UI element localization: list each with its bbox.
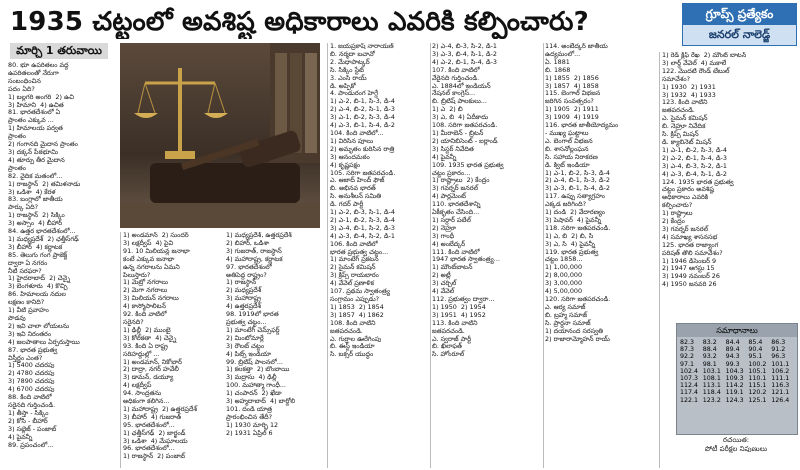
page-headline: 1935 చట్టంలో అవశిష్ట అధికారాలు ఎవరికి కల్పించారు? bbox=[10, 7, 589, 37]
answer-item: 96.3 bbox=[771, 353, 786, 361]
column-divider bbox=[659, 52, 660, 468]
brand-subtitle: జనరల్ నాలెడ్జ్ bbox=[682, 25, 797, 46]
answer-item: 121.1 bbox=[771, 389, 790, 397]
answer-item: 101.1 bbox=[771, 360, 790, 368]
answer-item: 111.1 bbox=[771, 375, 790, 383]
question-column-5: 2) ఎ-4, బి-3, సి-2, డి-1 3) ఎ-3, బి-4, సి-1, డి-2 4) ఎ-2, బి-1, సి-4, డి-3 107. కింది వాటిలో వేరైనది గుర్తించండి. ఎ. 1884లో ఇండియన్ నేషనల్ కాంగ్రెస్... బి. బ్రిటిష్ పాలకులు... 1) ఎ 2) బి 3) ఎ, బి 4) ఏదీకాదు 108. సరిగా జతపరచండి. 1) మీరాబెన్ - బ్రిటన్ 2) యానిబిసెంట్ - ఐర్లాండ్ 3) సిస్టర్ నివేదిత 4) పైవన్నీ 109. 1935 భారత ప్రభుత్వ చట్టం ప్రకారం... 1) రాష్ట్రాలు 2) కేంద్రం 3) గవర్నర్ జనరల్ 4) పార్లమెంట్ 110. భారతదేశాన్ని ఏకీకృతం చేసింది... 1) సర్దార్ పటేల్ 2) నెహ్రూ 3) గాంధీ 4) అంబేద్కర్ 111. కింది వాటిలో 1947 భారత స్వాతంత్ర్య... 1) మౌంట్‌బాటన్ 2) అట్లీ 3) చర్చిల్ 4) వేవెల్ 112. ప్రభుత్వం ద్వారా... 1) 1950 2) 1954 3) 1951 4) 1952 113. కింది వాటిని జతపరచండి. ఎ. స్వరాజ్ పార్టీ బి. ఖిలాఫత్ సి. హోంరూల్ bbox=[432, 43, 504, 359]
answer-item: 107.3 bbox=[680, 375, 699, 383]
answer-item: 103.1 bbox=[702, 367, 721, 375]
answer-item: 89.4 bbox=[725, 346, 740, 354]
answer-item: 110.1 bbox=[748, 375, 767, 383]
question-column-7: 1) రెడ్ క్లిఫ్ రేఖ 2) మౌంట్ బాటన్ 3) లార్డ్ వేవెల్ 4) మకాలే 122. మొదటి రౌండ్ టేబుల్ సమావేశం? 1) 1930 2) 1931 3) 1932 4) 1933 123. కింది వాటిని జతపరచండి. ఎ. సైమన్ కమిషన్ బి. నెహ్రూ నివేదిక సి. క్రిప్స్ మిషన్ డి. క్యాబినెట్ మిషన్ 1) ఎ-1, బి-2, సి-3, డి-4 2) ఎ-2, బి-1, సి-4, డి-3 3) ఎ-4, బి-3, సి-2, డి-1 4) ఎ-3, బి-4, సి-1, డి-2 124. 1935 భారత ప్రభుత్వ చట్టం ప్రకారం అవశిష్ట అధికారాలు ఎవరికి కల్పించారు? 1) రాష్ట్రాలు 2) కేంద్రం 3) గవర్నర్ జనరల్ 4) సమాఖ్య శాసనసభ 125. భారత రాజ్యాంగ పరిషత్ తొలి సమావేశం? 1) 1946 డిసెంబర్ 9 2) 1947 ఆగస్టు 15 3) 1949 నవంబర్ 26 4) 1950 జనవరి 26 bbox=[662, 52, 747, 289]
answer-item: 114.2 bbox=[725, 382, 744, 390]
column-divider bbox=[543, 43, 544, 468]
answer-item: 99.3 bbox=[725, 360, 740, 368]
answer-item: 126.4 bbox=[771, 396, 790, 404]
column-divider bbox=[120, 232, 121, 468]
answer-item: 104.3 bbox=[725, 367, 744, 375]
credit-line-1: రచయిత: bbox=[722, 436, 750, 444]
answer-item: 95.1 bbox=[748, 353, 763, 361]
question-column-4: 1. జయప్రకాష్ నారాయణ్ బి. నర్మదా బచావో 2. మేధాపాట్కర్ సి. సిక్కిం స్టేట్ 3. ఎంసి రాయ్ డి. అప్పికో 4. పాండురంగ హెగ్డే 1) ఎ-2, బి-1, సి-3, డి-4 2) ఎ-4, బి-2, సి-1, డి-3 3) ఎ-1, బి-2, సి-3, డి-4 4) ఎ-3, బి-1, సి-4, డి-2 104. కింది వాటిలో... 1) విరిసిన పూలు 2) అమృతం కురిసిన రాత్రి 3) ఆనందమఠం 4) కృష్ణపక్షం 105. సరిగా జతపరచండి. ఎ. ఆజాద్ హింద్ ఫౌజ్ బి. అభినవ భారత్ సి. అనుశీలన్ సమితి డి. గదర్ పార్టీ 1) ఎ-2, బి-3, సి-1, డి-4 2) ఎ-1, బి-2, సి-3, డి-4 3) ఎ-4, బి-1, సి-2, డి-3 4) ఎ-3, బి-4, సి-2, డి-1 106. కింది వాటిలో భారత ప్రభుత్వ చట్టం... 1) మాంటేగ్ ప్రకటన 2) సైమన్ కమిషన్ 3) క్రిప్స్ రాయబారం 4) వేవెల్ ప్రణాళిక 107. ప్రథమ స్వాతంత్ర్య సంగ్రామం ఎప్పుడు? 1) 1853 2) 1854 3) 1857 4) 1862 108. కింది వాటిని జతపరచండి. ఎ. గుర్రాల ఊరేగింపు బి. ఈస్ట్ ఇండియా సి. బక్సర్ యుద్ధం bbox=[330, 43, 396, 359]
answer-item: 120.2 bbox=[748, 389, 767, 397]
answer-item: 83.2 bbox=[702, 339, 717, 346]
section-brand-box bbox=[682, 3, 797, 47]
scales-gavel-photo bbox=[120, 43, 320, 228]
credit-line-2: పోటీ పరీక్షల నిపుణులు bbox=[704, 445, 768, 453]
answer-item: 92.2 bbox=[680, 353, 695, 361]
answer-key-grid bbox=[677, 337, 797, 406]
answer-item: 98.1 bbox=[702, 360, 717, 368]
answer-item: 84.4 bbox=[725, 339, 740, 346]
answer-item: 118.4 bbox=[702, 389, 721, 397]
answer-item: 82.3 bbox=[680, 339, 695, 346]
answer-item: 86.3 bbox=[771, 339, 786, 346]
column-divider bbox=[430, 43, 431, 468]
continuation-label: మార్చి 1 తరువాయి bbox=[10, 43, 108, 59]
answer-item: 94.3 bbox=[725, 353, 740, 361]
answer-item: 116.3 bbox=[771, 382, 790, 390]
question-column-1: 80. భూ ఉపరితలం వద్ద ఉపరితలంతో నేరుగా సంబంధించిన పదం ఏది? 1) బల్లగరి అంగరి 2) ఉచి 3) హిమాని 4) ఉచిత 81. భారతదేశంలో ఏ ప్రాంతం ఎక్కువ ... 1) హిమాలయ పర్వత ప్రాంతం 2) గంగానది మైదాన ప్రాంతం 3) దక్కన్ పీఠభూమి 4) తూర్పు తీర మైదాన ప్రాంతం 82. వైదిక మతంలో... 1) రాజస్థాన్ 2) తమిళనాడు 3) ఒడిశా 4) కేరళ 83. బంగ్లాలో జాతీయ పార్కు ఏది? 1) రాజస్థాన్ 2) సిక్కిం 3) అస్సాం 4) బీహార్ 84. ఉత్తర భారతదేశంలో... 1) మధ్యప్రదేశ్ 2) ఛత్తీస్‌గఢ్ 3) బీహార్ 4) కర్ణాటక 85. తెలుగు గంగ ప్రాజెక్ట్ ద్వారా ఏ నగరం నీటి సరఫరా? 1) హైదరాబాద్ 2) చెన్నై 3) బెంగళూరు 4) కొచ్చి 86. హిమాలయ నదుల లక్షణం కానిది? 1) వీటి ప్రవాహం పొడవు 2) ఇవి చాలా లోయలను 3) ఇవి నిరంతరం 4) జలపాతాలు ఏర్పరుస్తాయి 87. భారత ప్రభుత్వ విస్తీర్ణం ఎంత? 1) 5400 చదరపు 2) 4780 చదరపు 3) 7890 చదరపు 4) 6700 చదరపు 88. కింది వాటిలో సరైనది గుర్తించండి. 1) తీస్తా - సిక్కిం 2) కోసి - బీహార్ 3) సట్లెజ్ - పంజాబ్ 4) పైవన్నీ 89. ప్రపంచంలో... bbox=[8, 62, 81, 449]
scales-gavel-illustration bbox=[120, 43, 320, 228]
answer-item: 123.2 bbox=[702, 396, 721, 404]
answer-item: 108.1 bbox=[702, 375, 721, 383]
answer-item: 106.2 bbox=[771, 367, 790, 375]
author-credit bbox=[676, 436, 796, 454]
question-column-3: 1) మధ్యప్రదేశ్, ఉత్తరప్రదేశ్ 2) బిహార్, ఒడిశా 3) గుజరాత్, రాజస్థాన్ 4) మహారాష్ట్ర, కర్ణాటక 97. భారతదేశంలో అతిపెద్ద రాష్ట్రం? 1) రాజస్థాన్ 2) మధ్యప్రదేశ్ 3) మహారాష్ట్ర 4) ఉత్తరప్రదేశ్ 98. 1919లో భారత ప్రభుత్వ చట్టం... 1) మాంటేగ్ చెమ్స్‌ఫర్డ్ 2) మింటోమార్లే 3) రౌలట్ చట్టం 4) పిట్స్ ఇండియా 99. బ్రిటిష్ పాలనలో... 1) కలకత్తా 2) బొంబాయి 3) మద్రాసు 4) ఢిల్లీ 100. మహాత్మా గాంధీ... 1) చంపారన్ 2) ఖేడా 3) అహ్మదాబాద్ 4) బార్డోలి 101. దండి యాత్ర ప్రారంభించిన తేదీ? 1) 1930 మార్చి 12 2) 1931 ఏప్రిల్ 6 bbox=[226, 232, 296, 437]
answer-item: 113.1 bbox=[702, 382, 721, 390]
brand-title: గ్రూప్స్ ప్రత్యేకం bbox=[682, 3, 797, 25]
answer-item: 124.3 bbox=[725, 396, 744, 404]
answer-item: 88.4 bbox=[702, 346, 717, 354]
column-divider bbox=[327, 43, 328, 468]
answer-item: 90.4 bbox=[748, 346, 763, 354]
answer-key-box bbox=[676, 323, 798, 435]
answer-item: 115.1 bbox=[748, 382, 767, 390]
answer-item: 100.2 bbox=[748, 360, 767, 368]
answer-item: 112.4 bbox=[680, 382, 699, 390]
answer-item: 85.4 bbox=[748, 339, 763, 346]
answer-item: 117.4 bbox=[680, 389, 699, 397]
answer-item: 125.1 bbox=[748, 396, 767, 404]
question-column-6: 114. అంబేద్కర్ జాతీయ ఉద్యమంలో... ఏ. 1881 బి. 1868 1) 1855 2) 1856 3) 1857 4) 1858 115. బెంగాల్ విభజన జరిగిన సంవత్సరం? 1) 1905 2) 1911 3) 1909 4) 1919 116. భారత జాతీయోద్యమం - ముఖ్య ఘట్టాలు ఎ. బెంగాల్ విభజన బి. శాసనోల్లంఘన సి. సహాయ నిరాకరణ డి. క్విట్ ఇండియా 1) ఎ-1, బి-2, సి-3, డి-4 2) ఎ-4, బి-1, సి-3, డి-2 3) ఎ-3, బి-1, సి-4, డి-2 117. ఉప్పు సత్యాగ్రహం ఎక్కడ జరిగింది? 1) దండి 2) వేదారణ్యం 3) పెషావర్ 4) పైవన్నీ 118. సరిగా జతపరచండి. 1) ఎ, బి 2) బి, సి 3) ఎ, సి 4) పైవన్నీ 119. భారత ప్రభుత్వ చట్టం 1858... 1) 1,00,000 2) 8,00,000 3) 3,00,000 4) 5,00,000 120. సరిగా జతపరచండి. ఎ. ఆర్య సమాజ్ బి. బ్రహ్మ సమాజ్ సి. ప్రార్థనా సమాజ్ 1) దయానంద సరస్వతి 2) రాజారామ్మోహన్ రాయ్ bbox=[545, 43, 619, 343]
question-column-2: 1) అండమాన్ 2) సుందర్ 3) లక్షద్వీప్ 4) పైవి 91. 10 మిలియన్ల జనాభా కంటే ఎక్కువ జనాభా ఉన్న నగరాలను ఏమని పిలుస్తారు? 1) మెట్రో నగరాలు 2) మెగా నగరాలు 3) మిలియన్ నగరాలు 4) కాస్మోపాలిటన్ 92. కింది వాటిలో సరైనది? 1) ఢిల్లీ 2) ముంబై 3) కోల్‌కతా 4) చెన్నై 93. కింది ఏ రాష్ట్ర సరిహద్దుల్లో ... 1) అండమాన్, నికోబార్ 2) దాద్రా, నగర్ హవేలీ 3) డామన్, డయ్యూ 4) లక్షద్వీప్ 94. సాంద్రతను అధికంగా కలిగిన... 1) మహారాష్ట్ర 2) ఉత్తరప్రదేశ్ 3) బీహార్ 4) గుజరాత్ 95. భారతదేశంలో... 1) ఛత్తీస్‌గఢ్ 2) జార్ఖండ్ 3) ఒడిశా 4) మేఘాలయ 96. భారతదేశంలో... 1) రాజస్థాన్ 2) పంజాబ్ bbox=[123, 232, 197, 461]
answer-key-title: సమాధానాలు bbox=[677, 324, 797, 337]
answer-item: 97.1 bbox=[680, 360, 695, 368]
answer-item: 109.3 bbox=[725, 375, 744, 383]
answer-item: 119.1 bbox=[725, 389, 744, 397]
answer-item: 87.3 bbox=[680, 346, 695, 354]
answer-item: 105.1 bbox=[748, 367, 767, 375]
answer-item: 93.2 bbox=[702, 353, 717, 361]
answer-item: 122.1 bbox=[680, 396, 699, 404]
answer-item: 91.2 bbox=[771, 346, 786, 354]
answer-item: 102.4 bbox=[680, 367, 699, 375]
